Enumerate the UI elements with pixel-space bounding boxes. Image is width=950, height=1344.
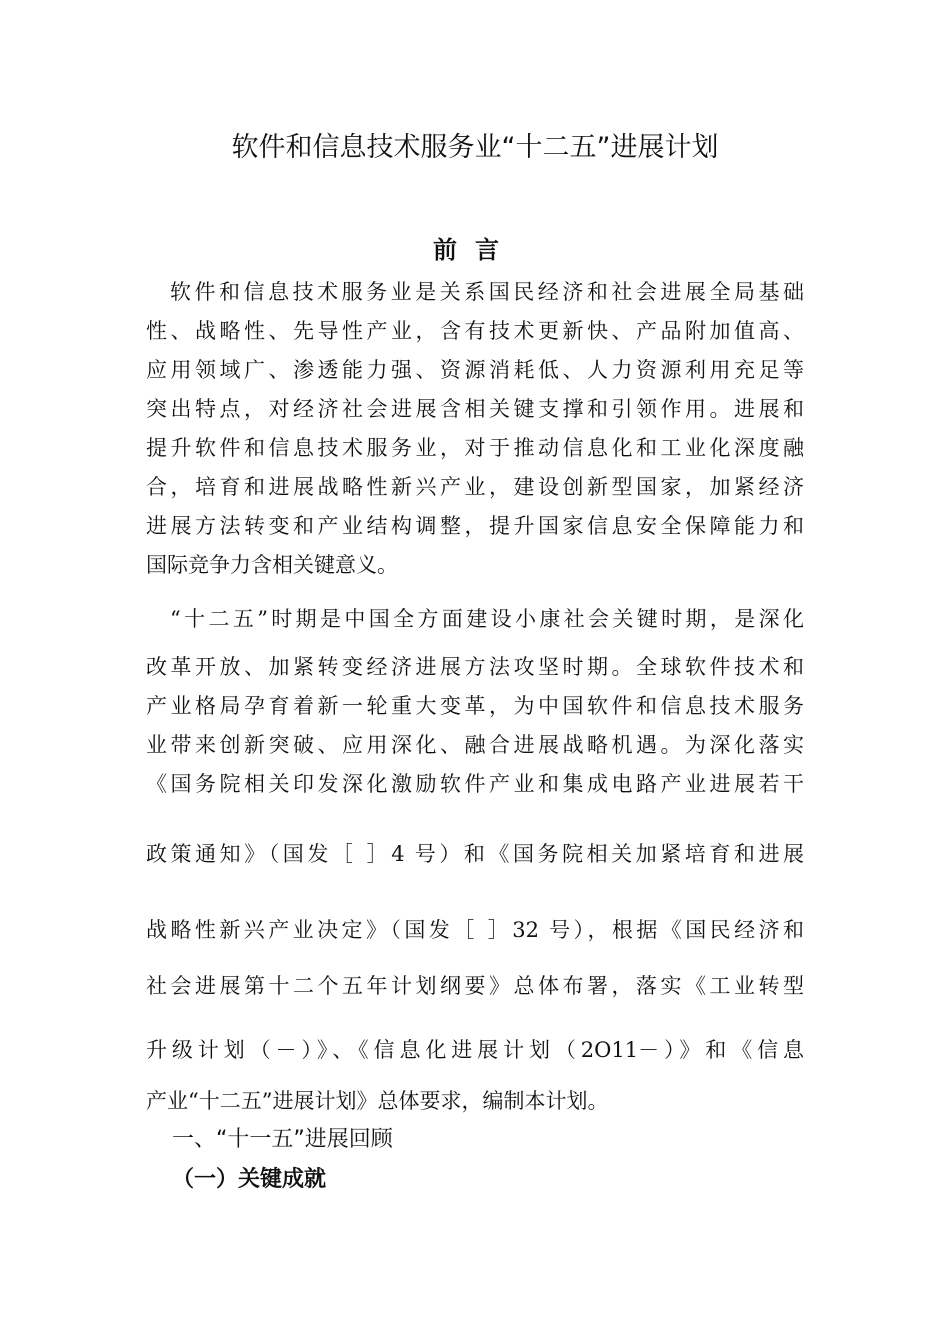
paragraph-line: 改革开放、加紧转变经济进展方法攻坚时期。全球软件技术和 (146, 655, 804, 679)
paragraph-line: 业带来创新突破、应用深化、融合进展战略机遇。为深化落实 (146, 733, 804, 757)
paragraph-line: 突出特点，对经济社会进展含相关键支撑和引领作用。进展和 (146, 397, 804, 421)
paragraph-line: 应用领域广、渗透能力强、资源消耗低、人力资源利用充足等 (146, 358, 804, 382)
paragraph-line: 战略性新兴产业决定》（国发［ ］32 号），根据《国民经济和 (146, 918, 804, 942)
paragraph-line: 提升软件和信息技术服务业，对于推动信息化和工业化深度融 (146, 436, 804, 460)
preface-heading: 前言 (433, 236, 517, 264)
subsection-heading: （一）关键成就 (172, 1167, 327, 1192)
document-title: 软件和信息技术服务业“十二五”进展计划 (231, 132, 719, 163)
paragraph-line: 合，培育和进展战略性新兴产业，建设创新型国家，加紧经济 (146, 475, 804, 499)
paragraph-line: 产业格局孕育着新一轮重大变革，为中国软件和信息技术服务 (146, 694, 804, 718)
paragraph-line: “十二五”时期是中国全方面建设小康社会关键时期，是深化 (170, 607, 804, 631)
paragraph-line: 进展方法转变和产业结构调整，提升国家信息安全保障能力和 (146, 514, 804, 538)
paragraph-line: 《国务院相关印发深化激励软件产业和集成电路产业进展若干 (146, 772, 804, 796)
paragraph-line: 社会进展第十二个五年计划纲要》总体布署，落实《工业转型 (146, 974, 804, 998)
paragraph-line: 软件和信息技术服务业是关系国民经济和社会进展全局基础 (170, 280, 804, 304)
paragraph-line: 产业“十二五”进展计划》总体要求，编制本计划。 (146, 1089, 609, 1113)
paragraph-line: 政策通知》（国发［ ］4 号）和《国务院相关加紧培育和进展 (146, 842, 804, 866)
paragraph-line: 性、战略性、先导性产业，含有技术更新快、产品附加值高、 (146, 319, 804, 343)
section-heading: 一、“十一五”进展回顾 (172, 1127, 393, 1152)
paragraph-line: 升级计划（－）》、《信息化进展计划（2O11－）》和《信息 (146, 1038, 804, 1062)
paragraph-line: 国际竞争力含相关键意义。 (146, 553, 398, 577)
